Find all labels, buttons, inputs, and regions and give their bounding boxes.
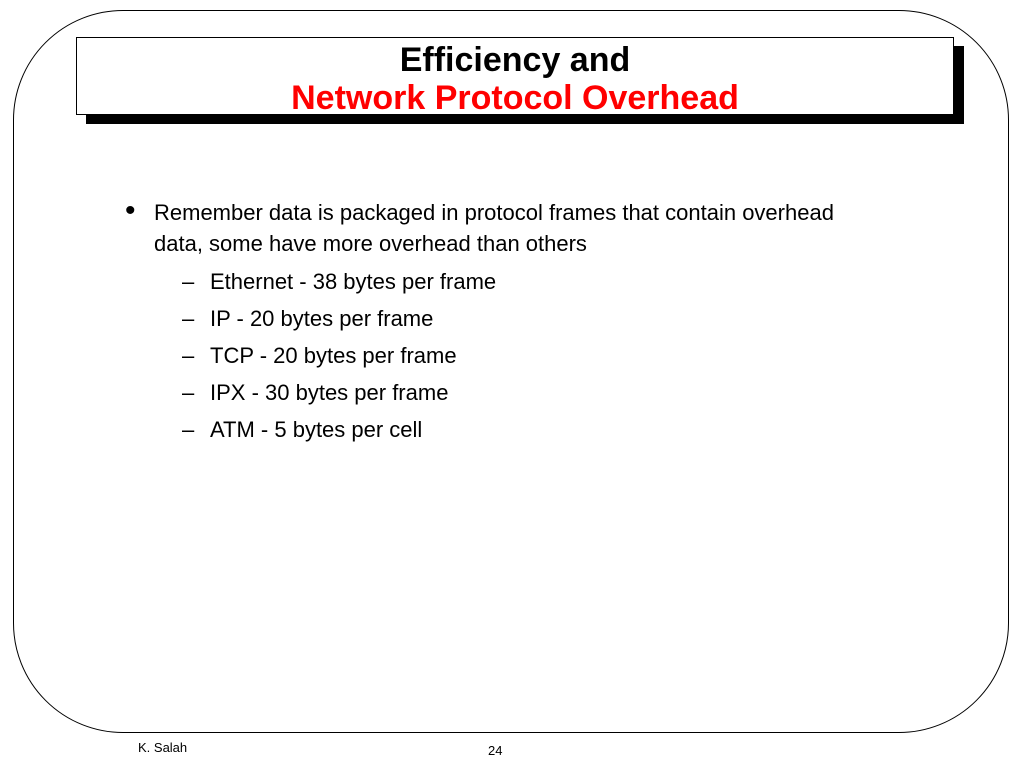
title-line-1: Efficiency and xyxy=(399,41,631,79)
dash-icon: – xyxy=(182,269,195,294)
footer-author: K. Salah xyxy=(138,740,188,755)
dash-icon: – xyxy=(182,417,195,442)
dash-icon: – xyxy=(182,380,195,405)
sub-item-text: ATM - 5 bytes per cell xyxy=(210,417,423,442)
bullet-icon: • xyxy=(125,194,136,227)
title-box xyxy=(76,37,954,115)
title-line-2: Network Protocol Overhead xyxy=(291,79,739,117)
main-bullet xyxy=(125,194,845,259)
sub-item-text: TCP - 20 bytes per frame xyxy=(210,343,457,368)
page-number: 24 xyxy=(488,743,503,758)
dash-icon: – xyxy=(182,343,195,368)
sub-item-text: Ethernet - 38 bytes per frame xyxy=(210,269,497,294)
dash-icon: – xyxy=(182,306,195,331)
sub-item-text: IPX - 30 bytes per frame xyxy=(210,380,449,405)
sub-item-text: IP - 20 bytes per frame xyxy=(210,306,434,331)
main-bullet-text: Remember data is packaged in protocol frames that contain overhead data, some have more overhead than others xyxy=(154,200,834,256)
